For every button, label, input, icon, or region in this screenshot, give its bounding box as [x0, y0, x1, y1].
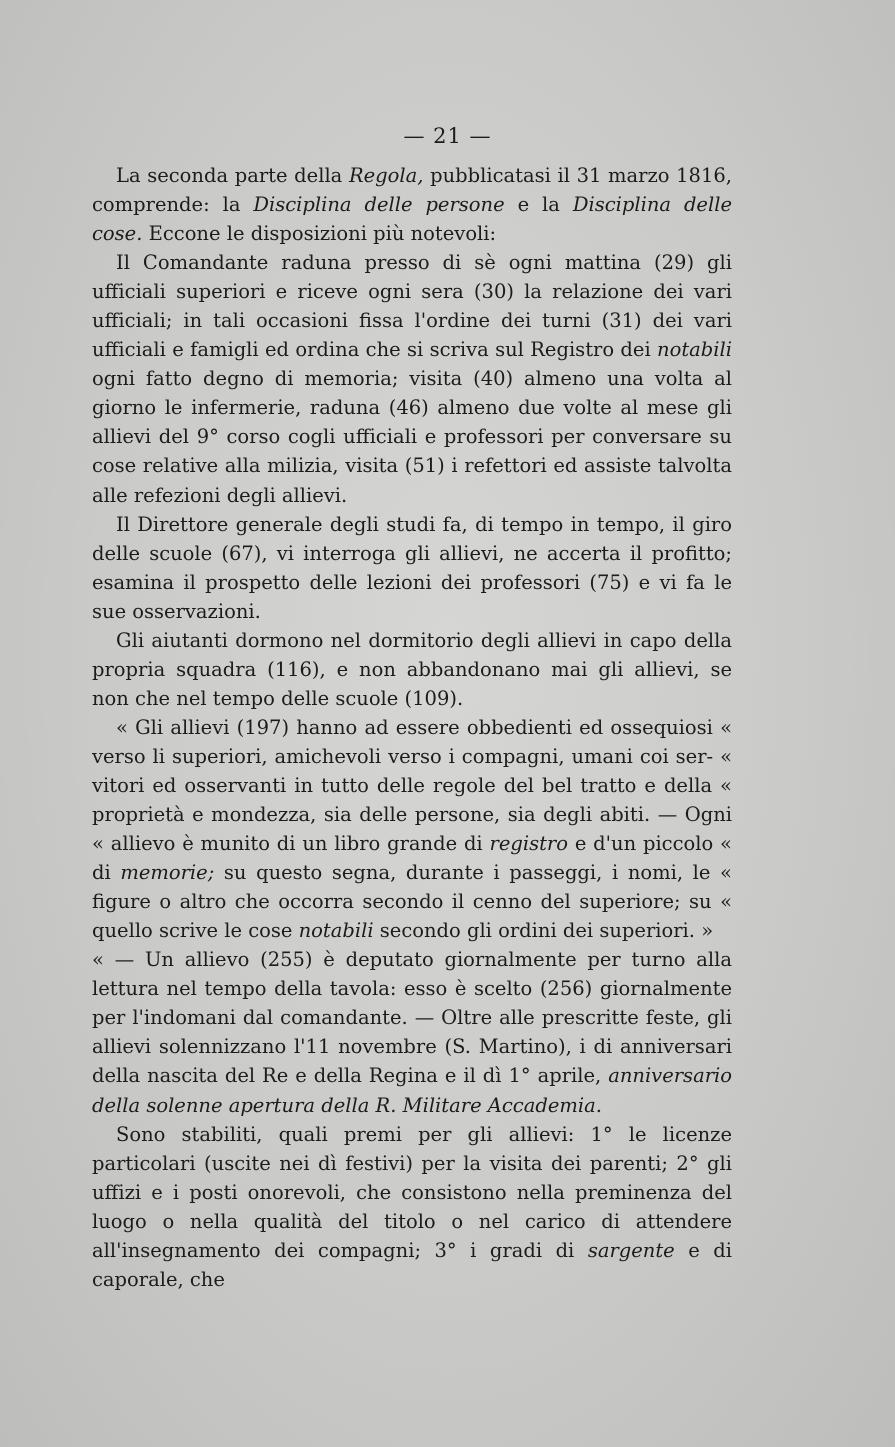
text-span: Eccone le disposizioni più notevoli:	[142, 222, 497, 246]
italic-text: notabili	[298, 919, 374, 943]
text-span: ogni fatto degno di memoria; visita (40) almeno una volta al giorno le infermerie, raduna (46) almeno due volte al mese gli allievi del 9° corso cogli ufficiali e professori per conversare su cose relative alla milizia, visita (51) i refettori ed assiste talvolta alle refezioni degli allievi.	[92, 367, 732, 507]
italic-text: registro	[489, 832, 568, 856]
paragraph	[92, 626, 732, 713]
italic-text: memorie;	[120, 861, 215, 885]
paragraph	[92, 510, 732, 626]
text-span: su questo segna, durante i passeggi, i nomi, le « figure o altro che occorra secondo il cenno del superiore; su « quello scrive le cose	[92, 861, 732, 943]
italic-text: anniversario della solenne apertura della R. Militare Accademia.	[92, 1064, 732, 1117]
paragraph	[92, 945, 732, 1119]
text-span: Sono stabiliti, quali premi per gli allievi: 1° le licenze particolari (uscite nei dì festivi) per la visita dei parenti; 2° gli uffizi e i posti onorevoli, che consistono nella preminenza del luogo o nella qualità del titolo o nel carico di attendere all'insegnamento dei compagni; 3° i gradi di	[92, 1122, 732, 1262]
italic-text: sargente	[587, 1238, 675, 1262]
text-span: pubblicatasi il 31 marzo 1816, comprende: la	[92, 164, 732, 217]
text-span: e la	[504, 193, 573, 217]
italic-text: notabili	[657, 338, 732, 362]
paragraph	[92, 161, 732, 248]
text-span: secondo gli ordini dei superiori. »	[373, 919, 714, 943]
page-number: — 21 —	[403, 124, 492, 148]
text-span: Gli aiutanti dormono nel dormitorio degli allievi in capo della propria squadra (116), e non abbandonano mai gli allievi, se non che nel tempo delle scuole (109).	[92, 628, 732, 710]
text-span: « — Un allievo (255) è deputato giornalmente per turno alla lettura nel tempo della tavola: esso è scelto (256) giornalmente per l'indomani dal comandante. — Oltre alle prescritte feste, gli allievi solennizzano l'11 novembre (S. Martino), i di anniversari della nascita del Re e della Regina e il dì 1° aprile,	[92, 948, 732, 1088]
italic-text: Regola,	[348, 164, 424, 187]
text-span: « Gli allievi (197) hanno ad essere obbedienti ed ossequiosi « verso li superiori, amichevoli verso i compagni, umani coi ser- « vitori ed osservanti in tutto delle regole del bel tratto e della « proprietà e mondezza, sia delle persone, sia degli abiti. — Ogni « allievo è munito di un libro grande di	[92, 715, 732, 856]
text-span: Il Comandante raduna presso di sè ogni mattina (29) gli ufficiali superiori e riceve ogni sera (30) la relazione dei vari ufficiali; in tali occasioni fissa l'ordine dei turni (31) dei vari ufficiali e famigli ed ordina che si scriva sul Registro dei	[92, 251, 732, 362]
paragraph	[92, 1120, 732, 1294]
text-span: e di caporale, che	[92, 1238, 733, 1291]
italic-text: Disciplina delle persone	[253, 193, 505, 217]
text-span: La seconda parte della	[116, 164, 349, 187]
italic-text: Disciplina delle cose.	[92, 193, 732, 246]
text-span: e d'un piccolo « di	[92, 832, 732, 885]
body-text	[92, 161, 732, 1294]
text-span: Il Direttore generale degli studi fa, di tempo in tempo, il giro delle scuole (67), vi interroga gli allievi, ne accerta il profitto; esamina il prospetto delle lezioni dei professori (75) e vi fa le sue osservazioni.	[92, 512, 732, 623]
paragraph	[92, 248, 732, 509]
paragraph	[92, 713, 732, 945]
